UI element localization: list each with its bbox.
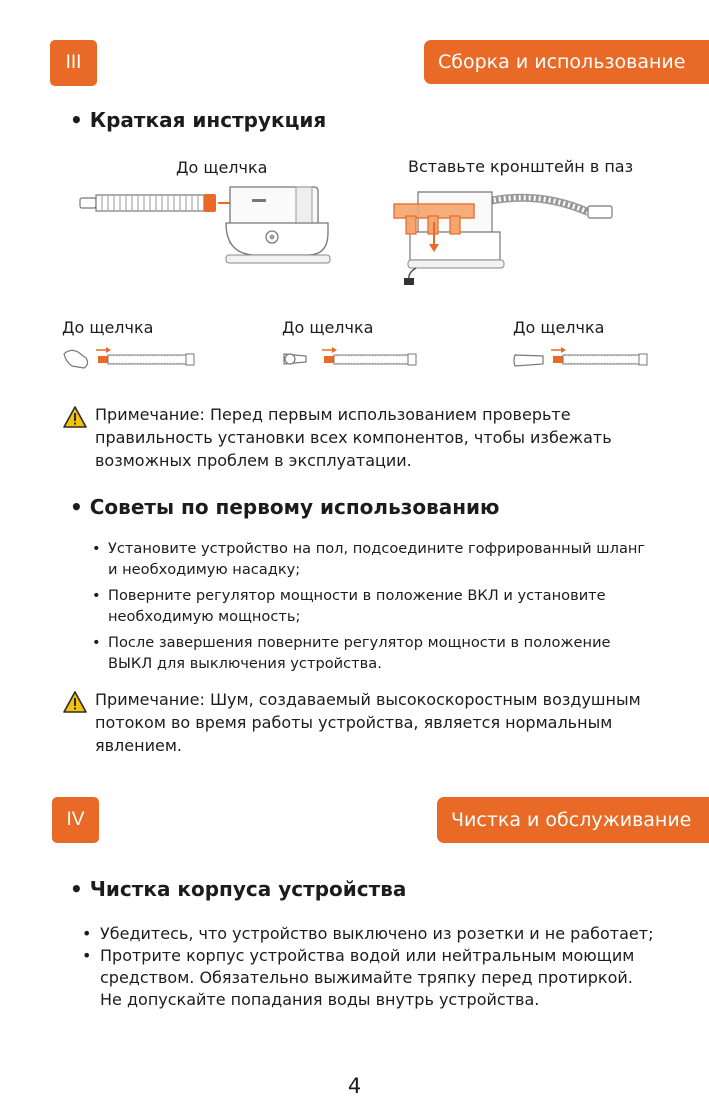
page-number: 4	[347, 1074, 362, 1098]
first-use-tips-heading: • Советы по первому использованию	[70, 495, 500, 519]
bullet: •	[92, 540, 101, 557]
list-item	[92, 538, 698, 580]
list-item-line: После завершения поверните регулятор мощности в положение	[108, 634, 611, 651]
section-title: Чистка и обслуживание	[451, 809, 692, 831]
list-item-line: и необходимую насадку;	[108, 561, 301, 578]
list-item	[92, 585, 698, 627]
nozzle-attach-illustration-3	[513, 342, 653, 372]
caption-small-1: До щелчка	[62, 318, 154, 337]
section-number: III	[65, 52, 82, 73]
caption-small-3: До щелчка	[513, 318, 605, 337]
hose-to-device-illustration	[78, 183, 338, 283]
note-line: возможных проблем в эксплуатации.	[95, 451, 412, 470]
bullet: •	[92, 587, 101, 604]
list-item-line: ВЫКЛ для выключения устройства.	[108, 655, 382, 672]
list-item-line: Не допускайте попадания воды внутрь устройства.	[100, 990, 540, 1009]
list-item-line: необходимую мощность;	[108, 608, 301, 625]
list-item-line: Установите устройство на пол, подсоедините гофрированный шланг	[108, 540, 646, 557]
list-item	[82, 945, 700, 1011]
section-number: IV	[66, 809, 85, 830]
nozzle-attach-illustration-1	[62, 342, 202, 372]
list-item	[82, 923, 700, 945]
body-cleaning-heading: • Чистка корпуса устройства	[70, 877, 407, 901]
note-assembly-check	[95, 403, 695, 472]
warning-icon	[63, 406, 87, 428]
section-title-tab	[424, 40, 709, 84]
section-title: Сборка и использование	[438, 51, 686, 73]
bullet: •	[92, 634, 101, 651]
section-title-tab	[437, 797, 709, 843]
note-line: явлением.	[95, 736, 182, 755]
note-line: Примечание: Шум, создаваемый высокоскоростным воздушным	[95, 690, 641, 709]
caption-small-2: До щелчка	[282, 318, 374, 337]
caption-main-right: Вставьте кронштейн в паз	[408, 157, 634, 176]
list-item-line: Убедитесь, что устройство выключено из розетки и не работает;	[100, 924, 654, 943]
bullet: •	[82, 946, 92, 965]
warning-icon	[63, 691, 87, 713]
bracket-into-slot-illustration	[388, 182, 618, 292]
list-item-line: Поверните регулятор мощности в положение ВКЛ и установите	[108, 587, 606, 604]
note-line: правильность установки всех компонентов, чтобы избежать	[95, 428, 612, 447]
section-number-badge	[52, 797, 99, 843]
note-line: Примечание: Перед первым использованием проверьте	[95, 405, 571, 424]
list-item	[92, 632, 698, 674]
note-line: потоком во время работы устройства, является нормальным	[95, 713, 613, 732]
nozzle-attach-illustration-2	[282, 342, 422, 372]
bullet: •	[82, 924, 92, 943]
quick-instruction-heading: • Краткая инструкция	[70, 108, 327, 132]
list-item-line: Протрите корпус устройства водой или нейтральным моющим	[100, 946, 635, 965]
caption-main-left: До щелчка	[176, 158, 268, 177]
list-item-line: средством. Обязательно выжимайте тряпку перед протиркой.	[100, 968, 633, 987]
section-number-badge	[50, 40, 97, 86]
note-noise	[95, 688, 695, 757]
